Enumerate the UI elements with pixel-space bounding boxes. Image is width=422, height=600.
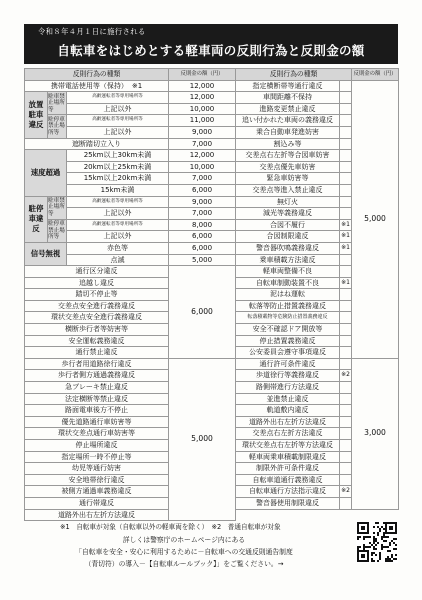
fine-amount: 12,000 <box>169 150 236 162</box>
qr-module <box>377 534 379 536</box>
violation-label: 交差点右左折方法違反 <box>236 428 340 440</box>
page-title: 自転車をはじめとする軽車両の反則行為と反則金の額 <box>57 43 365 58</box>
qr-module <box>391 560 393 562</box>
qr-module <box>387 536 389 538</box>
qr-module <box>377 542 379 544</box>
qr-module <box>383 534 385 536</box>
fine-amount: 5,000 <box>169 358 236 520</box>
violation-label: 踏切不停止等 <box>25 289 169 301</box>
note-mark <box>340 405 352 417</box>
fine-amount: 11,000 <box>169 115 236 127</box>
qr-module <box>373 532 375 534</box>
fine-amount: 7,000 <box>169 208 236 220</box>
fine-amount: 6,000 <box>169 242 236 254</box>
qr-module <box>395 538 397 540</box>
qr-module <box>393 538 395 540</box>
fine-amount: 7,000 <box>169 173 236 185</box>
qr-module <box>391 554 393 556</box>
table-row <box>236 80 399 92</box>
note-mark: ※1 <box>340 242 352 254</box>
violation-label: 歩行者用道路徐行違反 <box>25 358 169 370</box>
qr-module <box>373 536 375 538</box>
note-mark <box>340 416 352 428</box>
qr-module <box>387 556 389 558</box>
note-mark <box>340 138 352 150</box>
qr-module <box>367 536 369 538</box>
qr-module <box>385 546 387 548</box>
note-mark <box>340 393 352 405</box>
table-row <box>25 196 236 208</box>
qr-module <box>371 558 373 560</box>
qr-module <box>387 560 389 562</box>
violation-label: 軽車両整備不良 <box>236 266 340 278</box>
qr-module <box>395 544 397 546</box>
note-mark: ※1 <box>131 81 143 90</box>
qr-module <box>371 544 373 546</box>
footer-line: 詳しくは警察庁のホームページ内にある <box>122 536 246 544</box>
violation-label: 指定場所一時不停止等 <box>25 451 169 463</box>
qr-module <box>395 548 397 550</box>
note-mark <box>340 115 352 127</box>
violation-label: 無灯火 <box>236 196 340 208</box>
violation-label: 道路外出右左折方法違反 <box>25 509 169 521</box>
violation-label: 路面電車後方不停止 <box>25 405 169 417</box>
qr-module <box>383 522 385 524</box>
note-mark <box>340 335 352 347</box>
note-mark <box>340 497 352 509</box>
fine-amount: 3,000 <box>352 358 399 509</box>
qr-module <box>375 548 377 550</box>
note-mark <box>340 254 352 266</box>
qr-module <box>391 556 393 558</box>
violation-label: 安全地帯徐行違反 <box>25 474 169 486</box>
qr-module <box>373 560 375 562</box>
footnotes: ※1 自転車が対象（自転車以外の軽車両を除く） ※2 普通自転車が対象 <box>60 523 281 531</box>
fine-amount: 12,000 <box>169 92 236 104</box>
footer-line: （青切符）の導入－【自転車ルールブック】」をご覧ください。→ <box>84 560 284 568</box>
qr-module <box>357 536 359 538</box>
note-mark <box>340 208 352 220</box>
violation-label: 15km未満 <box>67 184 169 196</box>
qr-module <box>375 522 377 524</box>
note-mark <box>340 92 352 104</box>
note-mark: ※1 <box>340 219 352 231</box>
note-mark: ※1 <box>340 277 352 289</box>
violation-label: 上記以外 <box>67 103 169 115</box>
column-header-type: 反則行為の種類 <box>236 69 352 81</box>
violation-label: 交差点優先車妨害 <box>236 161 340 173</box>
violation-label: 泥はね運転 <box>236 289 340 301</box>
note-mark <box>340 103 352 115</box>
qr-code-icon[interactable] <box>356 521 398 563</box>
violation-label: 20km以上25km未満 <box>67 161 169 173</box>
table-row <box>25 242 236 254</box>
qr-module <box>387 558 389 560</box>
note-mark: ※1 <box>340 231 352 243</box>
violation-label: 安全運転義務違反 <box>25 335 169 347</box>
note-mark <box>340 440 352 452</box>
violation-label: 割込み等 <box>236 138 340 150</box>
qr-module <box>373 548 375 550</box>
violation-label: 上記以外 <box>67 126 169 138</box>
violation-label: 交差点右左折等合図車妨害 <box>236 150 340 162</box>
qr-module <box>373 552 375 554</box>
fine-amount: 5,000 <box>169 254 236 266</box>
violation-label: 上記以外 <box>67 208 169 220</box>
violation-label: 法定横断等禁止違反 <box>25 393 169 405</box>
violation-label: 高齢運転者等専用場所等 <box>67 92 169 104</box>
qr-module <box>389 558 391 560</box>
qr-module <box>371 560 373 562</box>
qr-module <box>385 536 387 538</box>
sub-category: 駐車禁止場所等 <box>48 196 67 219</box>
violation-label: 交差点等進入禁止違反 <box>236 184 340 196</box>
qr-module <box>361 554 365 558</box>
qr-module <box>391 540 393 542</box>
qr-module <box>383 532 385 534</box>
qr-module <box>371 552 373 554</box>
qr-module <box>373 546 375 548</box>
violation-label: 合図制限違反 <box>236 231 340 243</box>
note-mark <box>340 196 352 208</box>
qr-module <box>377 560 379 562</box>
violation-label: 軽車両乗車積載制限違反 <box>236 451 340 463</box>
qr-module <box>365 536 367 538</box>
violation-label: 25km以上30km未満 <box>67 150 169 162</box>
fine-amount: 8,000 <box>169 219 236 231</box>
footer-guidance <box>24 534 344 570</box>
fine-amount: 5,000 <box>352 80 399 358</box>
violation-label: 高齢運転者等専用場所等 <box>67 219 169 231</box>
violation-label: 自転車通行方法指示違反 <box>236 486 340 498</box>
violation-label: 点滅 <box>67 254 169 266</box>
fine-amount: 10,000 <box>169 161 236 173</box>
fine-amount: 12,000 <box>169 80 236 92</box>
sub-category: 駐停車禁止場所等 <box>48 115 67 138</box>
note-mark <box>340 150 352 162</box>
violation-label: 停止措置義務違反 <box>236 335 340 347</box>
category-signal: 信号無視 <box>25 242 67 265</box>
qr-module <box>381 544 383 546</box>
enforcement-date: 令和８年４月１日に施行される <box>38 27 146 36</box>
fine-amount: 10,000 <box>169 103 236 115</box>
qr-module <box>381 526 383 528</box>
note-mark <box>340 80 352 92</box>
violation-label: 道路外出右左折方法違反 <box>236 416 340 428</box>
violation-label: 緊急車妨害等 <box>236 173 340 185</box>
category-chusha: 駐停車違反 <box>25 196 48 242</box>
qr-module <box>387 546 389 548</box>
violation-label: 軌道敷内違反 <box>236 405 340 417</box>
violation-label: 横断歩行者等妨害等 <box>25 324 169 336</box>
violation-label: 路側帯進行方法違反 <box>236 382 340 394</box>
violation-label: 優先道路通行車妨害等 <box>25 416 169 428</box>
violation-label: 幼児等通行妨害 <box>25 463 169 475</box>
table-row <box>236 358 399 370</box>
note-mark <box>340 474 352 486</box>
violation-label: 通行許可条件違反 <box>236 358 340 370</box>
note-mark <box>340 161 352 173</box>
note-mark <box>340 289 352 301</box>
qr-module <box>363 536 365 538</box>
violation-label: 通行区分違反 <box>25 266 169 278</box>
violation-label: 転落等防止措置義務違反 <box>236 300 340 312</box>
qr-module <box>379 556 381 558</box>
left-penalty-table <box>24 68 236 521</box>
violation-label: 高齢運転者等専用場所等 <box>67 115 169 127</box>
qr-module <box>393 558 395 560</box>
qr-module <box>359 536 361 538</box>
qr-module <box>381 538 383 540</box>
violation-label: 警音器吹鳴義務違反 <box>236 242 340 254</box>
qr-module <box>357 538 359 540</box>
table-row <box>25 219 236 231</box>
column-header-type: 反則行為の種類 <box>25 69 169 81</box>
note-mark <box>340 358 352 370</box>
note-mark: ※2 <box>340 370 352 382</box>
qr-module <box>363 538 365 540</box>
violation-label: 環状交差点右左折等方法違反 <box>236 440 340 452</box>
violation-label: 赤色等 <box>67 242 169 254</box>
qr-module <box>363 546 365 548</box>
violation-label: 携帯電話使用等（保持） <box>50 81 128 90</box>
right-penalty-table <box>235 68 399 510</box>
violation-label: 指定横断帯等通行違反 <box>236 80 340 92</box>
table-row <box>25 80 236 92</box>
category-houchi: 放置駐車違反 <box>25 92 48 138</box>
qr-module <box>385 540 387 542</box>
qr-module <box>373 526 375 528</box>
violation-label: 15km以上20km未満 <box>67 173 169 185</box>
violation-label: 制限外許可条件違反 <box>236 463 340 475</box>
sub-category: 駐停車禁止場所等 <box>48 219 67 242</box>
table-row <box>25 115 236 127</box>
qr-module <box>379 558 381 560</box>
note-mark <box>340 463 352 475</box>
violation-label: 停止場所違反 <box>25 440 169 452</box>
column-header-amount: 反則金の額（円） <box>169 69 236 81</box>
qr-module <box>375 544 377 546</box>
fine-amount: 7,000 <box>169 138 236 150</box>
qr-module <box>363 548 365 550</box>
table-row <box>25 138 236 150</box>
violation-label: 追越し違反 <box>25 277 169 289</box>
qr-module <box>361 526 365 530</box>
category-speed: 速度超過 <box>25 150 67 196</box>
qr-module <box>389 560 391 562</box>
column-header-amount: 反則金の額（円） <box>352 69 399 81</box>
note-mark <box>340 266 352 278</box>
qr-module <box>369 536 371 538</box>
violation-label: 減光等義務違反 <box>236 208 340 220</box>
qr-module <box>395 558 397 560</box>
note-mark <box>340 382 352 394</box>
qr-module <box>375 538 377 540</box>
footer-line: 「自転車を安全・安心に利用するために－自転車への交通反則通告制度 <box>75 548 293 556</box>
qr-module <box>381 548 383 550</box>
note-mark <box>340 312 352 324</box>
violation-label: 転落積載物等危険防止措置義務違反 <box>236 312 340 324</box>
violation-label: 自転車道通行義務違反 <box>236 474 340 486</box>
violation-label: 合図不履行 <box>236 219 340 231</box>
qr-module <box>379 530 381 532</box>
fine-amount: 6,000 <box>169 231 236 243</box>
note-mark <box>340 184 352 196</box>
qr-module <box>377 532 379 534</box>
table-row <box>25 92 236 104</box>
fine-amount: 9,000 <box>169 196 236 208</box>
violation-label: 環状交差点通行車妨害等 <box>25 428 169 440</box>
qr-module <box>363 544 365 546</box>
qr-module <box>387 550 389 552</box>
violation-label: 通行禁止違反 <box>25 347 169 359</box>
qr-module <box>389 526 393 530</box>
qr-module <box>377 526 379 528</box>
qr-module <box>367 546 369 548</box>
qr-module <box>383 546 385 548</box>
violation-label: 自転車制動装置不良 <box>236 277 340 289</box>
qr-module <box>385 560 387 562</box>
violation-label: 被側方通過車義務違反 <box>25 486 169 498</box>
qr-module <box>393 542 395 544</box>
sub-category: 駐車禁止場所等 <box>48 92 67 115</box>
fine-amount: 9,000 <box>169 126 236 138</box>
note-mark <box>340 126 352 138</box>
note-mark <box>340 451 352 463</box>
qr-code-graphic <box>356 521 398 563</box>
qr-module <box>377 522 379 524</box>
note-mark: ※2 <box>340 486 352 498</box>
qr-module <box>375 554 377 556</box>
violation-label: 高齢運転者等専用場所等 <box>67 196 169 208</box>
qr-module <box>369 542 371 544</box>
fine-amount: 6,000 <box>169 184 236 196</box>
title-banner <box>24 24 398 64</box>
violation-label: 公安委員会遵守事項違反 <box>236 347 340 359</box>
qr-module <box>379 552 381 554</box>
qr-module <box>385 558 387 560</box>
violation-label: 遮断踏切立入り <box>25 138 169 150</box>
violation-label: 安全不確認ドア開放等 <box>236 324 340 336</box>
violation-label: 急ブレーキ禁止違反 <box>25 382 169 394</box>
qr-module <box>373 542 375 544</box>
qr-module <box>371 554 373 556</box>
note-mark <box>340 300 352 312</box>
qr-module <box>379 528 381 530</box>
qr-module <box>389 542 391 544</box>
qr-module <box>373 538 375 540</box>
qr-module <box>393 548 395 550</box>
qr-module <box>373 540 375 542</box>
violation-label: 通行帯違反 <box>25 497 169 509</box>
note-mark <box>340 173 352 185</box>
fine-amount: 6,000 <box>169 266 236 359</box>
qr-module <box>383 528 385 530</box>
violation-label: 追い付かれた車両の義務違反 <box>236 115 340 127</box>
qr-module <box>381 536 383 538</box>
violation-label: 乗車積載方法違反 <box>236 254 340 266</box>
qr-module <box>357 548 359 550</box>
violation-label: 乗合自動車発進妨害 <box>236 126 340 138</box>
violation-label: 並進禁止違反 <box>236 393 340 405</box>
qr-module <box>369 546 371 548</box>
note-mark <box>340 324 352 336</box>
qr-module <box>395 554 397 556</box>
qr-module <box>365 546 367 548</box>
qr-module <box>357 546 359 548</box>
note-mark <box>340 347 352 359</box>
qr-module <box>359 546 361 548</box>
violation-label: 上記以外 <box>67 231 169 243</box>
qr-module <box>383 536 385 538</box>
violation-label: 環状交差点安全進行義務違反 <box>25 312 169 324</box>
violation-label: 歩道徐行等義務違反 <box>236 370 340 382</box>
violation-label: 歩行者側方通過義務違反 <box>25 370 169 382</box>
violation-label: 交差点安全進行義務違反 <box>25 300 169 312</box>
qr-module <box>379 554 381 556</box>
violation-label: 車間距離不保持 <box>236 92 340 104</box>
table-row <box>25 150 236 162</box>
qr-module <box>375 540 377 542</box>
note-mark <box>340 428 352 440</box>
violation-label: 進路変更禁止違反 <box>236 103 340 115</box>
qr-module <box>389 550 391 552</box>
qr-module <box>389 544 391 546</box>
qr-module <box>383 540 385 542</box>
qr-module <box>381 546 383 548</box>
violation-label: 警音器使用制限違反 <box>236 497 340 509</box>
